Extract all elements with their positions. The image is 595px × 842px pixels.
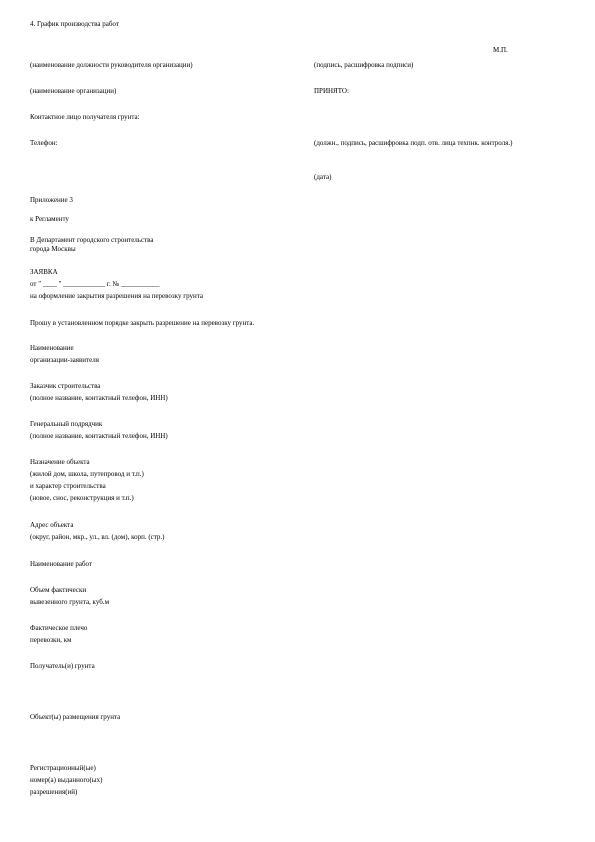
position-signature-label: (должн., подпись, расшифровка подп. отв. лица техпнк. контроля.) xyxy=(314,139,513,147)
field-placement-object: Объект(ы) размещения грунта xyxy=(30,713,121,721)
field-general-contractor-line-2: (полное название, контактный телефон, ИНН) xyxy=(30,432,168,440)
field-permit-number-line-1: Регистрационный(ые) xyxy=(30,764,96,772)
field-object-purpose-line-1: Назначение объекта xyxy=(30,458,90,466)
field-object-address-line-1: Адрес объекта xyxy=(30,521,74,529)
org-head-position-label: (наименование должности руководителя организации) xyxy=(30,61,193,69)
application-date-line: от " ____ " ____________ г. № ___________ xyxy=(30,280,160,288)
field-applicant-name-line-2: организации-заявителя xyxy=(30,356,99,364)
appendix-subtitle: к Регламенту xyxy=(30,215,69,223)
field-soil-volume-line-1: Объем фактически xyxy=(30,586,87,594)
accepted-label: ПРИНЯТО: xyxy=(314,87,349,95)
field-works-name: Наименование работ xyxy=(30,560,92,568)
section-heading: 4. График производства работ xyxy=(30,20,119,28)
field-transport-distance-line-1: Фактическое плечо xyxy=(30,624,88,632)
field-object-purpose-line-4: (новое, снос, реконструкция и т.п.) xyxy=(30,494,134,502)
date-label: (дата) xyxy=(314,173,332,181)
field-object-purpose-line-3: и характер строительства xyxy=(30,482,106,490)
field-permit-number-line-2: номер(а) выданного(ых) xyxy=(30,776,103,784)
field-customer-line-1: Заказчик строительства xyxy=(30,382,101,390)
field-general-contractor-line-1: Генеральный подрядчик xyxy=(30,420,103,428)
application-request: Прошу в установленном порядке закрыть разрешение на перевозку грунта. xyxy=(30,319,255,327)
addressee-line-2: города Москвы xyxy=(30,245,76,253)
signature-label: (подпись, расшифровка подписи) xyxy=(314,61,414,69)
field-soil-recipient: Получатель(и) грунта xyxy=(30,662,95,670)
field-permit-number-line-3: разрешения(ий) xyxy=(30,788,78,796)
field-object-purpose-line-2: (жилой дом, школа, путепровод и т.п.) xyxy=(30,470,144,478)
field-applicant-name-line-1: Наименование xyxy=(30,344,74,352)
phone-label: Телефон: xyxy=(30,139,58,147)
application-title: ЗАЯВКА xyxy=(30,268,58,276)
field-customer-line-2: (полное название, контактный телефон, ИНН) xyxy=(30,394,168,402)
application-subject: на оформление закрытия разрешения на перевозку грунта xyxy=(30,292,204,300)
addressee-line-1: В Департамент городского строительства xyxy=(30,236,154,244)
field-object-address-line-2: (округ, район, мкр., ул., вл. (дом), корп. (стр.) xyxy=(30,533,165,541)
contact-person-label: Контактное лицо получателя грунта: xyxy=(30,113,140,121)
field-soil-volume-line-2: вывезенного грунта, куб.м xyxy=(30,598,110,606)
appendix-title: Приложение 3 xyxy=(30,196,73,204)
field-transport-distance-line-2: перевозки, км xyxy=(30,636,72,644)
stamp-place-mark: М.П. xyxy=(493,46,508,54)
org-name-label: (наименование организации) xyxy=(30,87,117,95)
